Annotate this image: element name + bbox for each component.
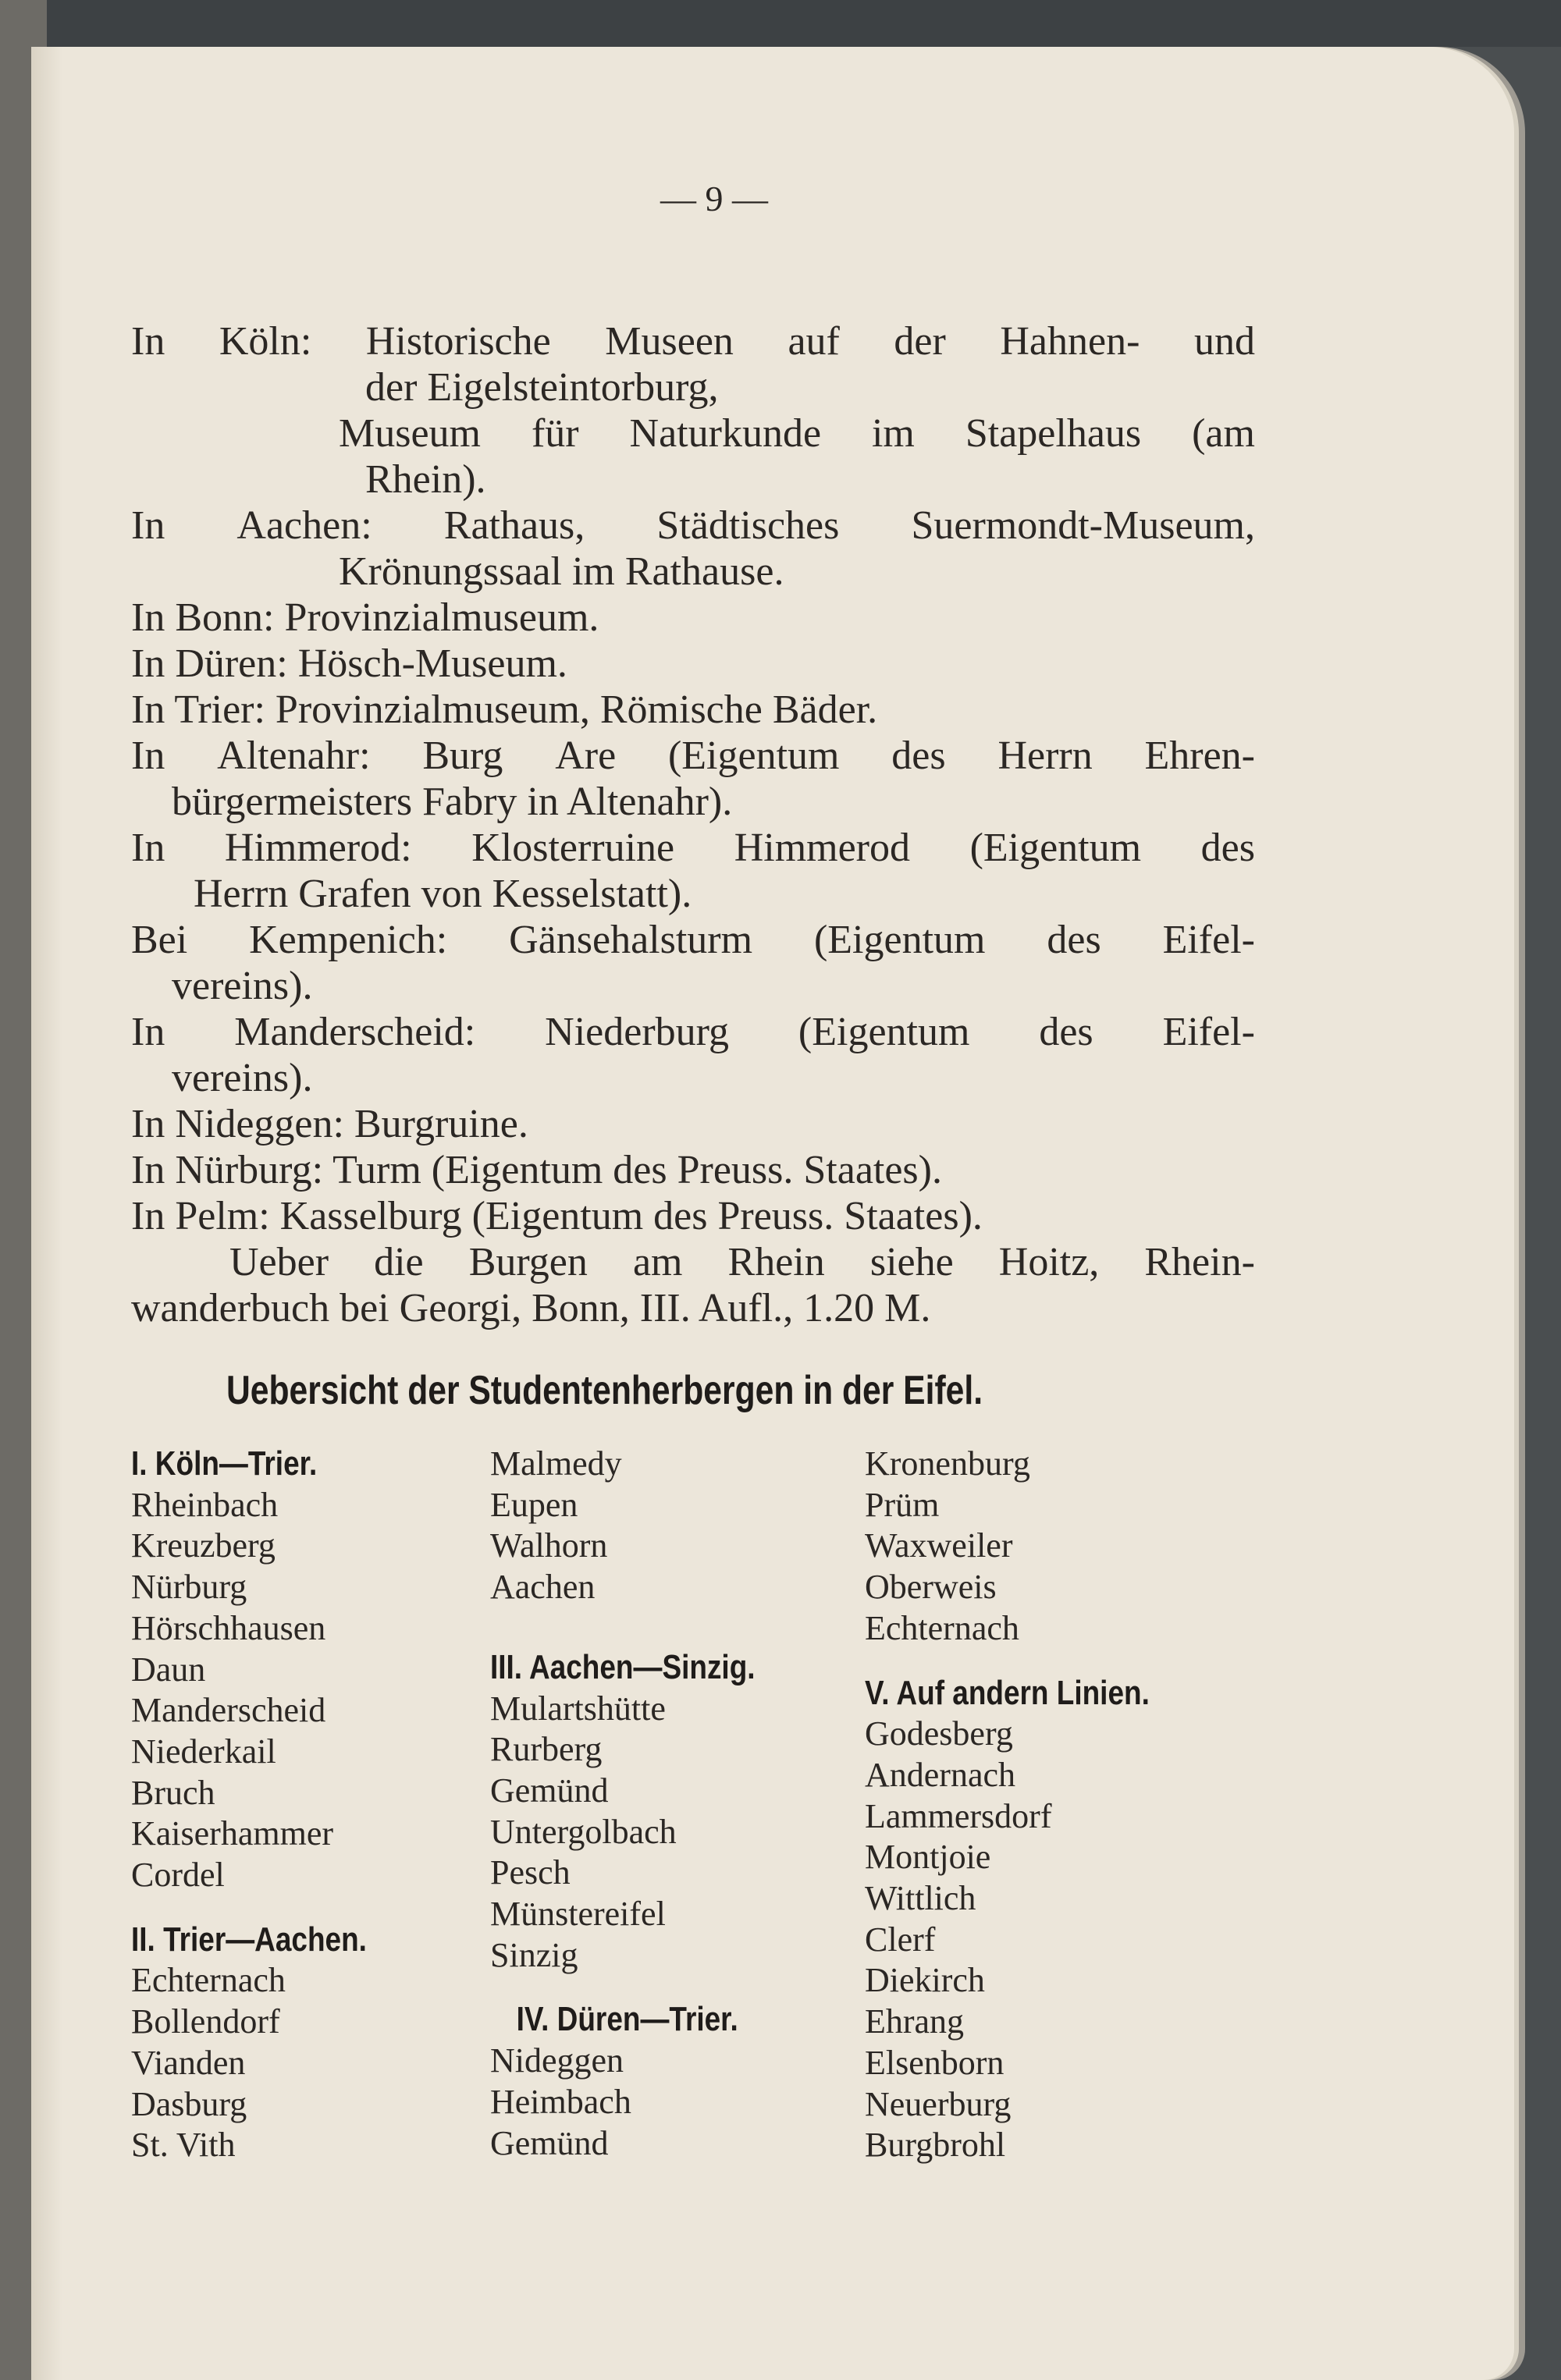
word: Altenahr: bbox=[217, 734, 371, 778]
entry-manderscheid bbox=[131, 1009, 1255, 1101]
word: Stapelhaus bbox=[965, 411, 1142, 456]
entry-nuerburg bbox=[131, 1147, 1255, 1193]
entry-line: Rhein). bbox=[365, 457, 486, 502]
entry-line bbox=[131, 1009, 1255, 1055]
entry-line: Herrn Grafen von Kesselstatt). bbox=[194, 872, 692, 916]
list-item: Kaiserhammer bbox=[131, 1814, 333, 1853]
word: Museum bbox=[339, 411, 481, 456]
word: Städtisches bbox=[656, 503, 840, 548]
word: Kempenich: bbox=[249, 918, 448, 962]
background-top bbox=[0, 0, 1561, 47]
museum-list bbox=[131, 318, 1255, 1331]
table-column-3 bbox=[865, 1444, 1204, 2166]
word: Klosterruine bbox=[471, 826, 675, 870]
entry-line: In Nürburg: Turm (Eigentum des Preuss. Staates). bbox=[131, 1148, 942, 1192]
list-item: Waxweiler bbox=[865, 1526, 1013, 1565]
word: für bbox=[531, 411, 579, 456]
list-item: Vianden bbox=[131, 2043, 246, 2082]
list-item: Dasburg bbox=[131, 2084, 247, 2123]
list-item: Eupen bbox=[490, 1485, 578, 1524]
list-item: Godesberg bbox=[865, 1714, 1013, 1753]
word: Ehren- bbox=[1144, 734, 1255, 778]
list-item: Rurberg bbox=[490, 1730, 603, 1769]
list-item: Sinzig bbox=[490, 1935, 578, 1974]
list-item: Malmedy bbox=[490, 1444, 622, 1483]
list-item: Andernach bbox=[865, 1755, 1016, 1794]
word: Museen bbox=[605, 319, 734, 364]
entry-bonn bbox=[131, 595, 1255, 641]
word: In bbox=[131, 734, 165, 778]
table-title: Uebersicht der Studentenherbergen in der Eifel. bbox=[226, 1368, 983, 1413]
word: (Eigentum bbox=[667, 734, 840, 778]
entry-altenahr bbox=[131, 733, 1255, 825]
list-item: Montjoie bbox=[865, 1838, 991, 1877]
word: Hoitz, bbox=[998, 1240, 1100, 1284]
word: Ueber bbox=[229, 1240, 329, 1284]
list-item: Mulartshütte bbox=[490, 1689, 666, 1728]
entry-nideggen bbox=[131, 1101, 1255, 1147]
word: In bbox=[131, 826, 165, 870]
word: Köln: bbox=[219, 319, 312, 364]
list-item: Nürburg bbox=[131, 1568, 247, 1607]
word: In bbox=[131, 503, 165, 548]
entry-line: Krönungssaal im Rathause. bbox=[339, 549, 784, 594]
list-item: Kronenburg bbox=[865, 1444, 1030, 1483]
word: Rhein bbox=[727, 1240, 825, 1284]
section-heading: I. Köln—Trier. bbox=[131, 1444, 318, 1483]
word: Himmerod: bbox=[224, 826, 412, 870]
section-heading: III. Aachen—Sinzig. bbox=[490, 1647, 756, 1686]
word: Suermondt-Museum, bbox=[911, 503, 1255, 548]
word: Herrn bbox=[997, 734, 1093, 778]
list-item: Echternach bbox=[865, 1608, 1019, 1647]
note-line: wanderbuch bei Georgi, Bonn, III. Aufl., 1.20 M. bbox=[131, 1286, 931, 1330]
word: Burg bbox=[422, 734, 503, 778]
word: siehe bbox=[869, 1240, 954, 1284]
list-item: Bollendorf bbox=[131, 2002, 280, 2041]
word: Naturkunde bbox=[629, 411, 822, 456]
entry-dueren bbox=[131, 641, 1255, 687]
list-item: Bruch bbox=[131, 1773, 215, 1812]
list-item: Heimbach bbox=[490, 2082, 631, 2121]
list-item: Daun bbox=[131, 1650, 206, 1689]
section-gap bbox=[131, 1896, 411, 1920]
entry-pelm bbox=[131, 1193, 1255, 1239]
list-item: Nideggen bbox=[490, 2041, 624, 2080]
section-gap bbox=[490, 1976, 805, 1999]
list-item: Rheinbach bbox=[131, 1485, 279, 1524]
word: Bei bbox=[131, 918, 188, 962]
entry-kempenich bbox=[131, 917, 1255, 1009]
entry-line: In Pelm: Kasselburg (Eigentum des Preuss. Staates). bbox=[131, 1194, 983, 1238]
word: (Eigentum bbox=[969, 826, 1142, 870]
word: und bbox=[1193, 319, 1255, 364]
list-item: Echternach bbox=[131, 1961, 286, 2000]
word: (Eigentum bbox=[813, 918, 986, 962]
entry-line: In Bonn: Provinzialmuseum. bbox=[131, 595, 599, 640]
list-item: Elsenborn bbox=[865, 2043, 1005, 2082]
page-number: — 9 — bbox=[660, 179, 768, 218]
list-item: Aachen bbox=[490, 1568, 596, 1607]
word: Are bbox=[555, 734, 617, 778]
entry-line bbox=[131, 825, 1255, 871]
section-heading: IV. Düren—Trier. bbox=[516, 2000, 738, 2039]
list-item: Oberweis bbox=[865, 1568, 997, 1607]
note-paragraph bbox=[131, 1239, 1255, 1331]
entry-line bbox=[131, 318, 1255, 364]
list-item: Wittlich bbox=[865, 1879, 976, 1918]
entry-line bbox=[131, 503, 1255, 549]
word: Niederburg bbox=[545, 1010, 730, 1054]
word: Historische bbox=[365, 319, 551, 364]
entry-koeln bbox=[131, 318, 1255, 503]
word: In bbox=[131, 1010, 165, 1054]
word: Hahnen- bbox=[1000, 319, 1140, 364]
page-gutter-shade bbox=[31, 47, 62, 2380]
entry-line: vereins). bbox=[172, 964, 313, 1008]
entry-line: bürgermeisters Fabry in Altenahr). bbox=[172, 780, 733, 824]
list-item: Diekirch bbox=[865, 1961, 985, 2000]
entry-line bbox=[131, 410, 1255, 456]
entry-line bbox=[131, 917, 1255, 963]
word: Aachen: bbox=[236, 503, 372, 548]
word: (Eigentum bbox=[798, 1010, 970, 1054]
word: Manderscheid: bbox=[234, 1010, 476, 1054]
list-item: Neuerburg bbox=[865, 2084, 1012, 2123]
word: Himmerod bbox=[734, 826, 910, 870]
word: Burgen bbox=[468, 1240, 588, 1284]
list-item: Hörschhausen bbox=[131, 1608, 326, 1647]
word: auf bbox=[788, 319, 840, 364]
entry-line bbox=[131, 733, 1255, 779]
word: des bbox=[1200, 826, 1255, 870]
word: der bbox=[894, 319, 946, 364]
list-item: Manderscheid bbox=[131, 1691, 326, 1730]
word: des bbox=[1047, 918, 1101, 962]
list-item: St. Vith bbox=[131, 2126, 236, 2165]
table-column-1 bbox=[131, 1444, 411, 2166]
list-item: Münstereifel bbox=[490, 1895, 666, 1934]
entry-line: In Trier: Provinzialmuseum, Römische Bäder. bbox=[131, 687, 878, 732]
section-heading: V. Auf andern Linien. bbox=[865, 1673, 1150, 1712]
word: Eifel- bbox=[1162, 918, 1255, 962]
table-column-2 bbox=[490, 1444, 805, 2164]
list-item: Gemünd bbox=[490, 1771, 609, 1810]
word: des bbox=[1039, 1010, 1093, 1054]
entry-line: der Eigelsteintorburg, bbox=[365, 365, 719, 410]
list-item: Pesch bbox=[490, 1853, 571, 1892]
word: im bbox=[871, 411, 915, 456]
word: Eifel- bbox=[1162, 1010, 1255, 1054]
entry-trier bbox=[131, 687, 1255, 733]
list-item: Burgbrohl bbox=[865, 2126, 1006, 2165]
entry-aachen bbox=[131, 503, 1255, 595]
list-item: Kreuzberg bbox=[131, 1526, 276, 1565]
list-item: Lammersdorf bbox=[865, 1796, 1052, 1835]
list-item: Gemünd bbox=[490, 2123, 609, 2162]
word: des bbox=[891, 734, 946, 778]
entry-himmerod bbox=[131, 825, 1255, 917]
list-item: Niederkail bbox=[131, 1732, 276, 1771]
word: am bbox=[632, 1240, 683, 1284]
entry-line: In Düren: Hösch-Museum. bbox=[131, 641, 567, 686]
section-gap bbox=[490, 1608, 805, 1647]
list-item: Ehrang bbox=[865, 2002, 965, 2041]
list-item: Walhorn bbox=[490, 1526, 608, 1565]
list-item: Clerf bbox=[865, 1920, 936, 1959]
word: (am bbox=[1192, 411, 1255, 456]
word: Gänsehalsturm bbox=[509, 918, 753, 962]
word: Rathaus, bbox=[443, 503, 585, 548]
list-item: Prüm bbox=[865, 1485, 940, 1524]
list-item: Cordel bbox=[131, 1856, 225, 1895]
entry-line: vereins). bbox=[172, 1056, 313, 1100]
word: In bbox=[131, 319, 165, 364]
word: Rhein- bbox=[1144, 1240, 1255, 1284]
entry-line: In Nideggen: Burgruine. bbox=[131, 1102, 528, 1146]
section-heading: II. Trier—Aachen. bbox=[131, 1920, 367, 1959]
section-gap bbox=[865, 1650, 1204, 1673]
list-item: Untergolbach bbox=[490, 1812, 677, 1851]
word: die bbox=[374, 1240, 424, 1284]
note-line bbox=[131, 1239, 1255, 1285]
